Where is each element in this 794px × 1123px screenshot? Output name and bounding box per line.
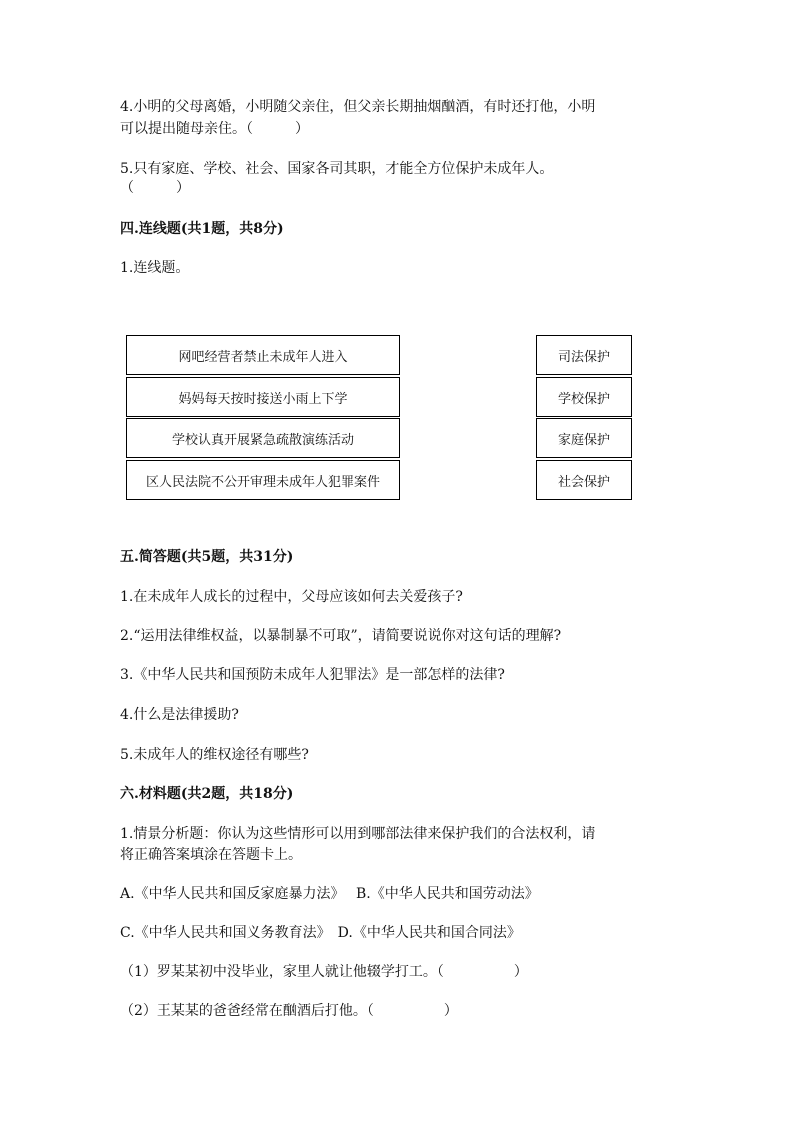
left-item-4[interactable]: 区人民法院不公开审理未成年人犯罪案件 <box>126 460 400 500</box>
sub-question-1: （1）罗某某初中没毕业，家里人就让他辍学打工。（ ） <box>120 964 528 980</box>
right-item-3[interactable]: 家庭保护 <box>536 418 632 458</box>
left-item-1[interactable]: 网吧经营者禁止未成年人进入 <box>126 335 400 375</box>
section4-heading: 四.连线题(共1题，共8分) <box>120 221 284 237</box>
material-q1-line2: 将正确答案填涂在答题卡上。 <box>120 847 302 863</box>
left-item-3[interactable]: 学校认真开展紧急疏散演练活动 <box>126 418 400 458</box>
q5-line1: 5.只有家庭、学校、社会、国家各司其职，才能全方位保护未成年人。 <box>120 161 554 177</box>
short-answer-4: 4.什么是法律援助? <box>120 707 239 723</box>
sub-question-2: （2）王某某的爸爸经常在酗酒后打他。（ ） <box>120 1003 458 1019</box>
short-answer-5: 5.未成年人的维权途径有哪些? <box>120 747 309 763</box>
short-answer-1: 1.在未成年人成长的过程中，父母应该如何去关爱孩子? <box>120 589 463 605</box>
q5-line2: （ ） <box>120 180 190 196</box>
q4-line2: 可以提出随母亲住。（ ） <box>120 121 309 137</box>
short-answer-3: 3.《中华人民共和国预防未成年人犯罪法》是一部怎样的法律? <box>120 667 505 683</box>
right-item-1[interactable]: 司法保护 <box>536 335 632 375</box>
right-item-2[interactable]: 学校保护 <box>536 377 632 417</box>
section5-heading: 五.简答题(共5题，共31分) <box>120 549 294 565</box>
section6-heading: 六.材料题(共2题，共18分) <box>120 786 294 802</box>
right-item-4[interactable]: 社会保护 <box>536 460 632 500</box>
options-line1: A.《中华人民共和国反家庭暴力法》 B.《中华人民共和国劳动法》 <box>120 886 539 902</box>
q4-line1: 4.小明的父母离婚，小明随父亲住，但父亲长期抽烟酗酒，有时还打他，小明 <box>120 99 596 115</box>
options-line2: C.《中华人民共和国义务教育法》 D.《中华人民共和国合同法》 <box>120 925 521 941</box>
material-q1-line1: 1.情景分析题：你认为这些情形可以用到哪部法律来保护我们的合法权利，请 <box>120 826 596 842</box>
left-item-2[interactable]: 妈妈每天按时接送小雨上下学 <box>126 377 400 417</box>
matching-question: 1.连线题。 <box>120 260 190 276</box>
short-answer-2: 2.“运用法律维权益，以暴制暴不可取”，请简要说说你对这句话的理解? <box>120 628 562 644</box>
